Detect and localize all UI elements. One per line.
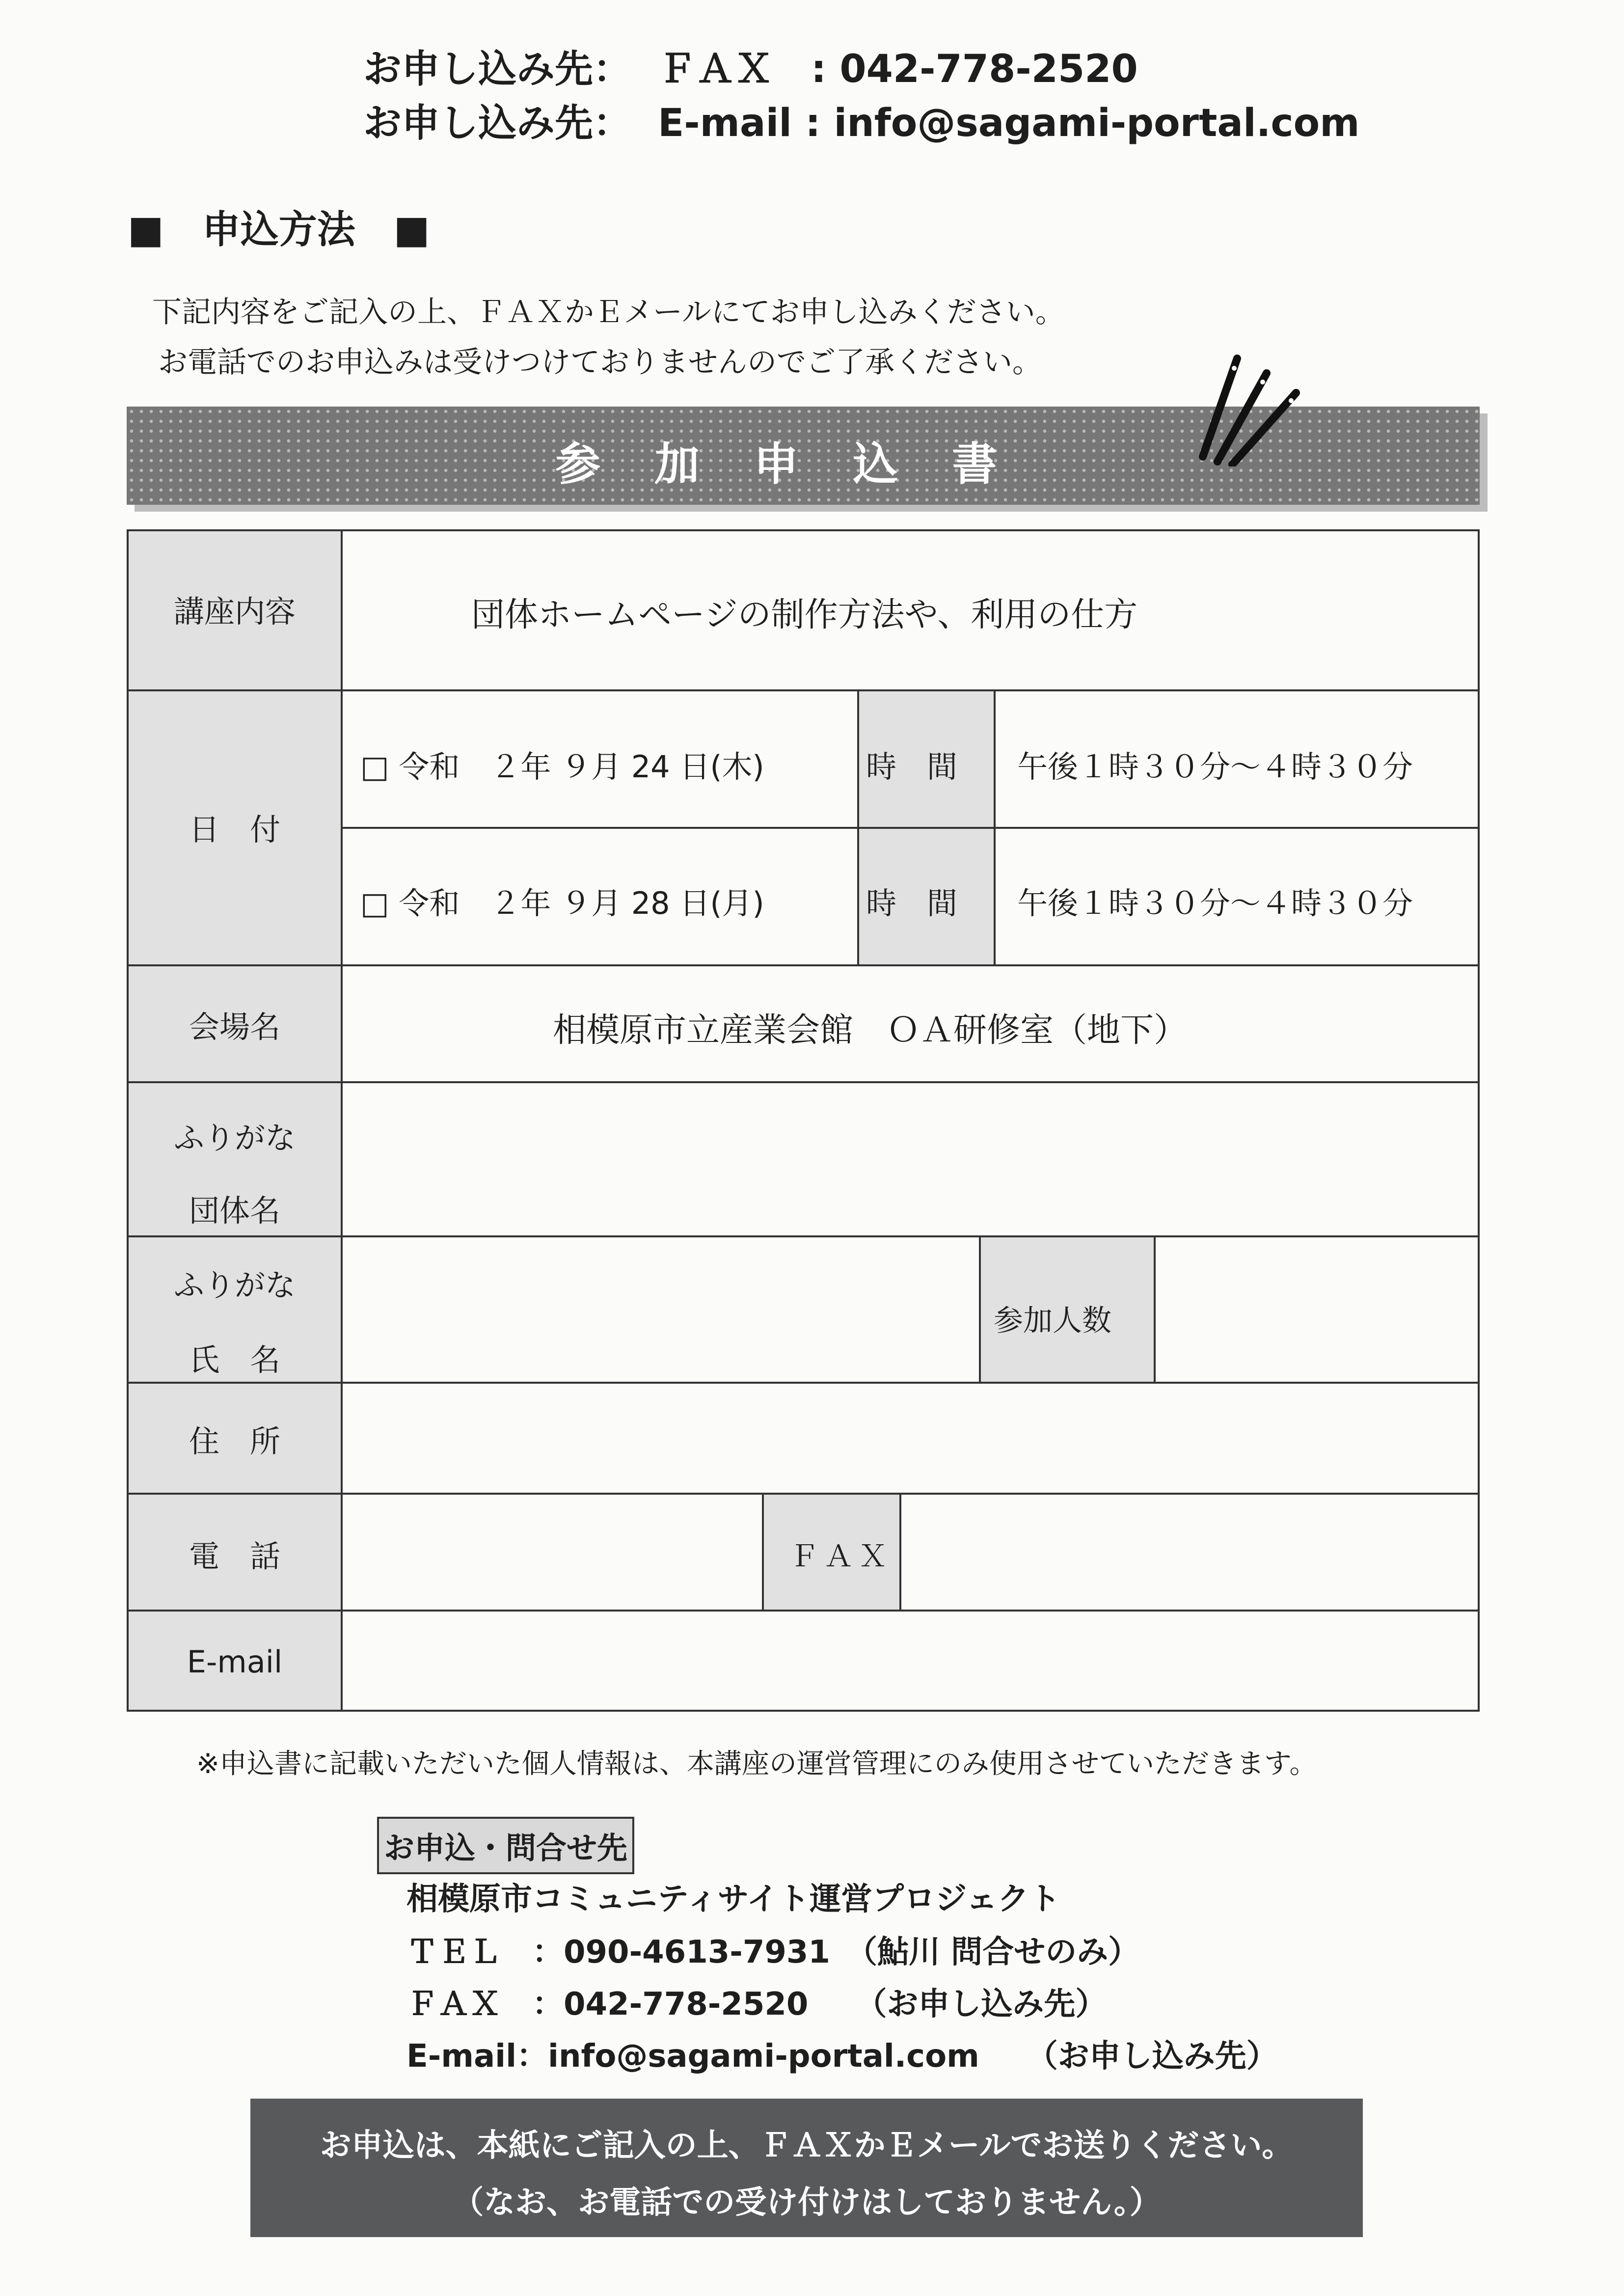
name-furigana-label: ふりがな (173, 1267, 296, 1303)
name-label: 氏 名 (189, 1342, 280, 1378)
header-fax-label: お申し込み先： (363, 47, 632, 91)
time-label-1: 時 間 (866, 749, 958, 785)
course-label: 講座内容 (173, 594, 296, 629)
date-option-2[interactable] (360, 879, 764, 923)
date-label: 日 付 (189, 812, 280, 847)
privacy-note: ※申込書に記載いただいた個人情報は、本講座の運営管理にのみ使用させていただきます。 (196, 1748, 1317, 1780)
header-email-label: お申し込み先： (363, 101, 632, 145)
checkbox-icon[interactable]: □ (360, 749, 389, 785)
contact-email[interactable]: E-mail：info@sagami-portal.com （お申し込み先） (406, 2038, 1278, 2075)
email-label: E-mail (187, 1644, 283, 1680)
section-title: ■ 申込方法 ■ (128, 208, 430, 252)
contact-org: 相模原市コミュニティサイト運営プロジェクト (406, 1881, 1060, 1917)
intro-line-1: 下記内容をご記入の上、ＦＡＸかＥメールにてお申し込みください。 (152, 295, 1065, 329)
address-label: 住 所 (189, 1423, 280, 1459)
group-furigana-label: ふりがな (173, 1120, 296, 1156)
header-email-value[interactable]: E-mail : info@sagami-portal.com (658, 101, 1360, 145)
contact-heading: お申込・問合せ先 (377, 1817, 634, 1874)
date-option-1[interactable] (360, 742, 764, 786)
header-fax-value: ＦＡＸ : 042-778-2520 (658, 47, 1138, 91)
date-option-2-text: 令和 ２年 ９月 28 日(月) (399, 885, 764, 921)
course-value: 団体ホームページの制作方法や、利用の仕方 (471, 596, 1138, 634)
group-label: 団体名 (189, 1193, 280, 1229)
fax-label: ＦＡＸ (789, 1539, 893, 1574)
contact-tel: ＴＥＬ ：090-4613-7931 （鮎川 問合せのみ） (406, 1934, 1140, 1970)
phone-label: 電 話 (189, 1538, 280, 1574)
contact-fax: ＦＡＸ ：042-778-2520 （お申し込み先） (406, 1986, 1107, 2023)
venue-label: 会場名 (189, 1009, 280, 1045)
footer-line-2: （なお、お電話での受け付けはしておりません。） (452, 2185, 1161, 2221)
form-title: 参加申込書 (555, 438, 1051, 491)
pen-icon (1193, 339, 1321, 466)
venue-value: 相模原市立産業会館 ＯＡ研修室（地下） (553, 1011, 1188, 1050)
time-value-1: 午後１時３０分～４時３０分 (1017, 749, 1413, 785)
time-value-2: 午後１時３０分～４時３０分 (1017, 885, 1413, 921)
date-option-1-text: 令和 ２年 ９月 24 日(木) (399, 749, 764, 785)
checkbox-icon[interactable]: □ (360, 885, 389, 921)
header-fax-row (363, 38, 1138, 93)
intro-line-2: お電話でのお申込みは受けつけておりませんのでご了承ください。 (158, 345, 1042, 380)
participant-count-label: 参加人数 (994, 1304, 1111, 1338)
footer-line-1: お申込は、本紙にご記入の上、ＦＡＸかＥメールでお送りください。 (320, 2128, 1294, 2164)
header-email-row (363, 92, 1360, 147)
footer-notice (250, 2099, 1363, 2237)
time-label-2: 時 間 (866, 885, 958, 921)
